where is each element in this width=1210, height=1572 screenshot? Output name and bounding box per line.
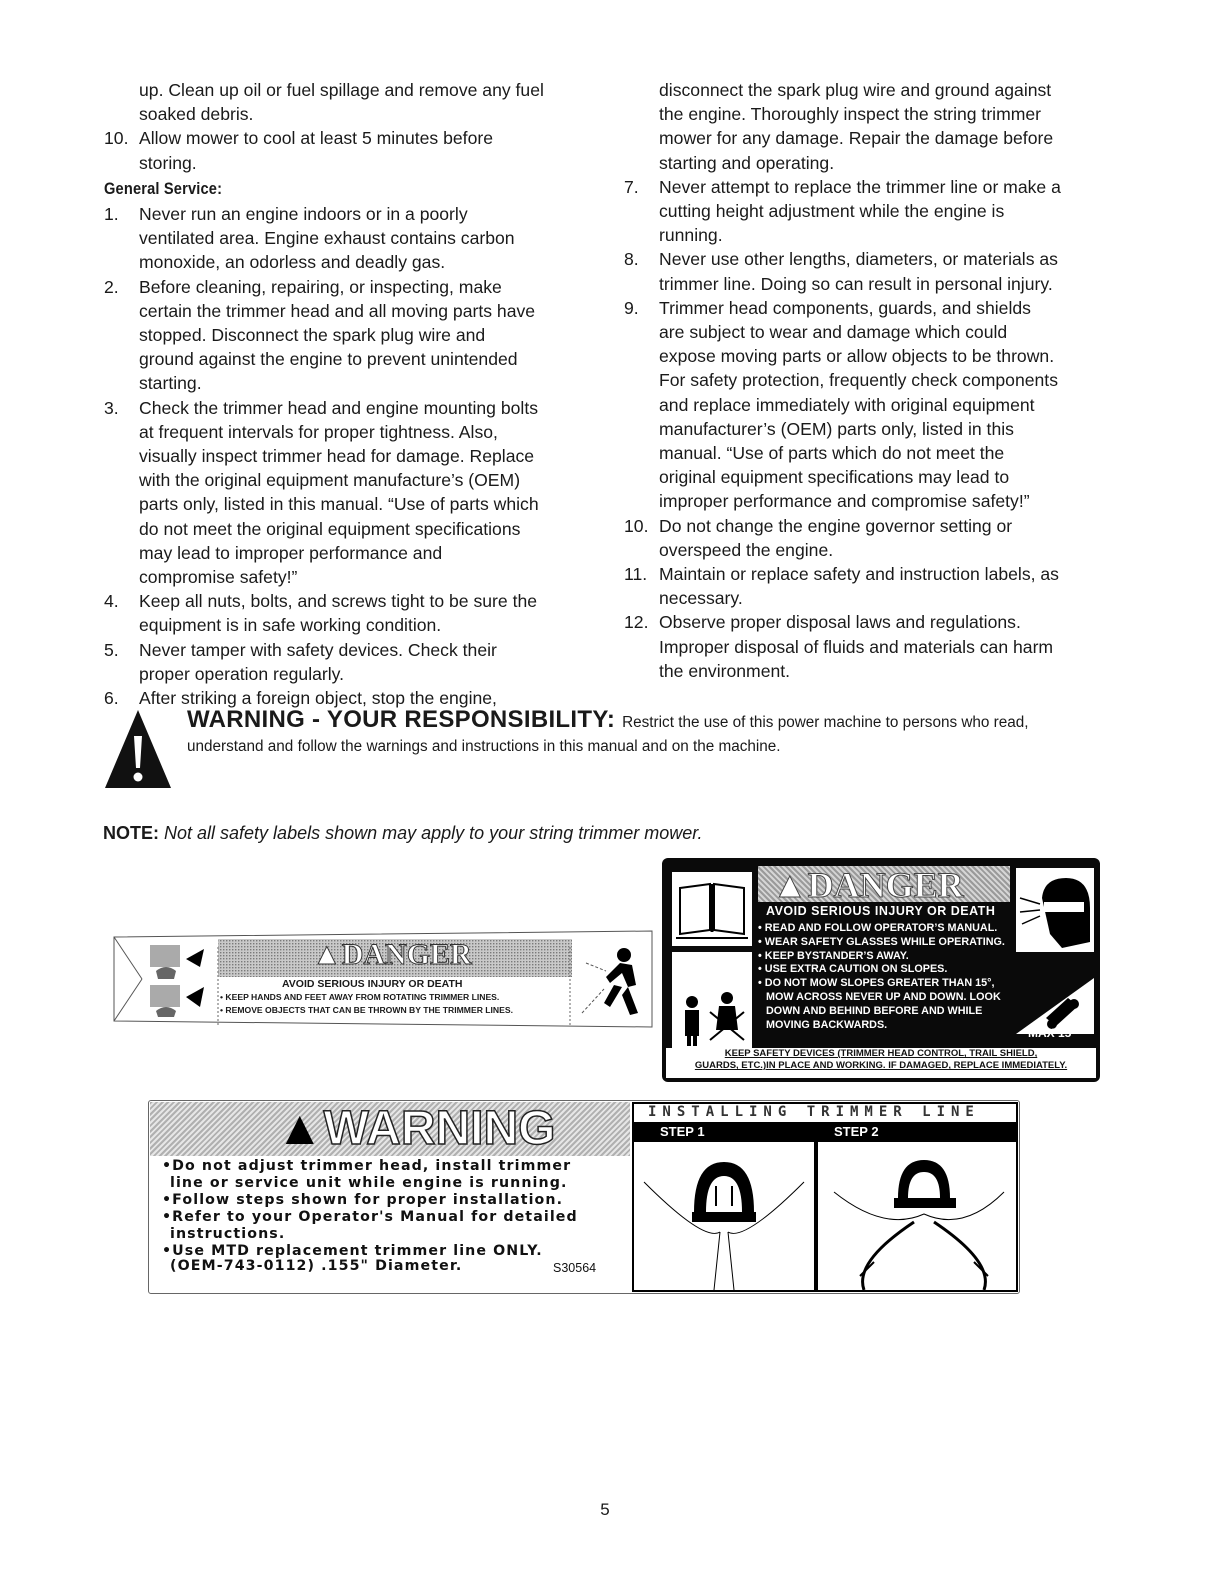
manual-book-icon [672,872,752,946]
list-item: 9. Trimmer head components, guards, and shields are subject to wear and damage which could expose moving parts or allow objects to be thrown. For safety protection, frequently check components and replace immediately with original equipment manufacturer’s (OEM) parts only, listed in this manual. “Use of parts which do not meet the original equipment specifications may lead to improper performance and compromise safety!” [624,297,1058,512]
left-column [104,78,604,710]
warning-bullets: •Do not adjust trimmer head, install trimmer line or service unit while engine is running. •Follow steps shown for proper installation. •Refer to your Operator's Manual for detailed instructions. •Use MTD replacement trimmer line ONLY. [162,1158,578,1259]
warning-text-line2: understand and follow the warnings and instructions in this manual and on the machine. [187,738,781,755]
step1-label: STEP 1 [660,1124,705,1139]
danger-small-bullet: • REMOVE OBJECTS THAT CAN BE THROWN BY THE TRIMMER LINES. [220,1005,513,1015]
note-text: Not all safety labels shown may apply to your string trimmer mower. [164,823,703,843]
danger-label-large: ▲DANGER AVOID SERIOUS INJURY OR DEATH • READ AND FOLLOW OPERATOR’S MANUAL. • WEAR SAFETY GLASSES WHILE OPERATING. • KEEP BYSTANDER’S AWAY. • USE EXTRA CAUTION ON SLOPES. • DO NOT MOW SLOPES GREATER THAN 15°, MOW ACROSS NEVER UP AND DOWN. LOOK DOWN AND BEHIND BEFORE AND WHILE MOVING BACKWARDS. MAX 15° KEEP SAFETY DEVICES (TRIMMER HEAD CONTROL, TRAIL SHIELD, GUARDS, ETC.)IN PLACE AND WORKING. IF DAMAGED, REPLACE IMMEDIATELY. [662,858,1100,1082]
hand-hazard-icon [146,941,218,1021]
warning-triangle-icon [103,708,173,790]
danger-large-footer: KEEP SAFETY DEVICES (TRIMMER HEAD CONTROL, TRAIL SHIELD, GUARDS, ETC.)IN PLACE AND WORKING. IF DAMAGED, REPLACE IMMEDIATELY. [694,1048,1068,1071]
continued-paragraph: up. Clean up oil or fuel spillage and remove any fuel soaked debris. [139,80,544,125]
continued-paragraph: disconnect the spark plug wire and ground against the engine. Thoroughly inspect the string trimmer mower for any damage. Repair the damage before starting and operating. [659,80,1054,173]
list-item: 2. Before cleaning, repairing, or inspecting, make certain the trimmer head and all moving parts have stopped. Disconnect the spark plug wire and ground against the engine to prevent unintended starting. [104,276,536,394]
danger-label-small: ▲DANGER AVOID SERIOUS INJURY OR DEATH • KEEP HANDS AND FEET AWAY FROM ROTATING TRIMMER LINES. • REMOVE OBJECTS THAT CAN BE THROWN BY THE TRIMMER LINES. [112,925,654,1031]
danger-large-subtitle: AVOID SERIOUS INJURY OR DEATH [766,904,996,918]
oem-line: (OEM-743-0112) .155" Diameter. [170,1258,463,1274]
install-steps-illustration [634,1142,1016,1290]
warning-text-line1: Restrict the use of this power machine to persons who read, [622,714,1029,731]
section-heading: General Service: [104,178,223,198]
list-item: 5. Never tamper with safety devices. Check their proper operation regularly. [104,639,497,684]
list-item: 8. Never use other lengths, diameters, or materials as trimmer line. Doing so can result in personal injury. [624,249,1058,294]
danger-large-bullets: • READ AND FOLLOW OPERATOR’S MANUAL. • WEAR SAFETY GLASSES WHILE OPERATING. • KEEP BYSTANDER’S AWAY. • USE EXTRA CAUTION ON SLOPES. • DO NOT MOW SLOPES GREATER THAN 15°, MOW ACROSS NEVER UP AND DOWN. LOOK DOWN AND BEHIND BEFORE AND WHILE MOVING BACKWARDS. [758,922,1005,1031]
note [103,823,703,844]
warning-label [148,1100,1020,1294]
danger-large-title: DANGER [807,865,964,905]
list-item: 3. Check the trimmer head and engine mounting bolts at frequent intervals for proper tightness. Also, visually inspect trimmer head for damage. Replace with the original equipment manufacture’s (OEM) parts only, listed in this manual. “Use of parts which do not meet the original equipment specifications may lead to improper performance and compromise safety!” [104,397,539,588]
thrown-object-icon [576,943,652,1025]
list-item: 12. Observe proper disposal laws and regulations. Improper disposal of fluids and materials can harm the environment. [624,612,1054,681]
install-title: INSTALLING TRIMMER LINE [648,1104,980,1120]
list-item: 10. Allow mower to cool at least 5 minutes before storing. [104,128,493,173]
list-item: 6. After striking a foreign object, stop the engine, [104,688,497,709]
note-label: NOTE: [103,823,159,843]
danger-small-subtitle: AVOID SERIOUS INJURY OR DEATH [282,978,463,990]
warning-title: ▲WARNING [276,1102,556,1155]
list-item: 11. Maintain or replace safety and instruction labels, as necessary. [624,564,1059,609]
right-column [624,78,1114,683]
bystander-hazard-icon [672,952,752,1050]
list-item: 4. Keep all nuts, bolts, and screws tight to be sure the equipment is in safe working condition. [104,591,538,636]
max-slope-label: MAX 15° [1028,1026,1077,1040]
label-code: S30564 [553,1261,597,1275]
danger-small-title: DANGER [341,938,472,971]
list-item: 1. Never run an engine indoors or in a poorly ventilated area. Engine exhaust contains carbon monoxide, an odorless and deadly gas. [104,204,515,273]
danger-small-bullet: • KEEP HANDS AND FEET AWAY FROM ROTATING TRIMMER LINES. [220,992,500,1002]
step2-label: STEP 2 [834,1124,879,1139]
list-item: 7. Never attempt to replace the trimmer line or make a cutting height adjustment while the engine is running. [624,176,1061,246]
page-number: 5 [600,1500,610,1519]
slope-mower-icon [1016,958,1094,1034]
safety-glasses-icon [1016,868,1094,952]
list-item: 10. Do not change the engine governor setting or overspeed the engine. [624,515,1013,560]
warning-heading: WARNING - YOUR RESPONSIBILITY: Restrict the use of this power machine to persons who read, [187,706,1029,733]
